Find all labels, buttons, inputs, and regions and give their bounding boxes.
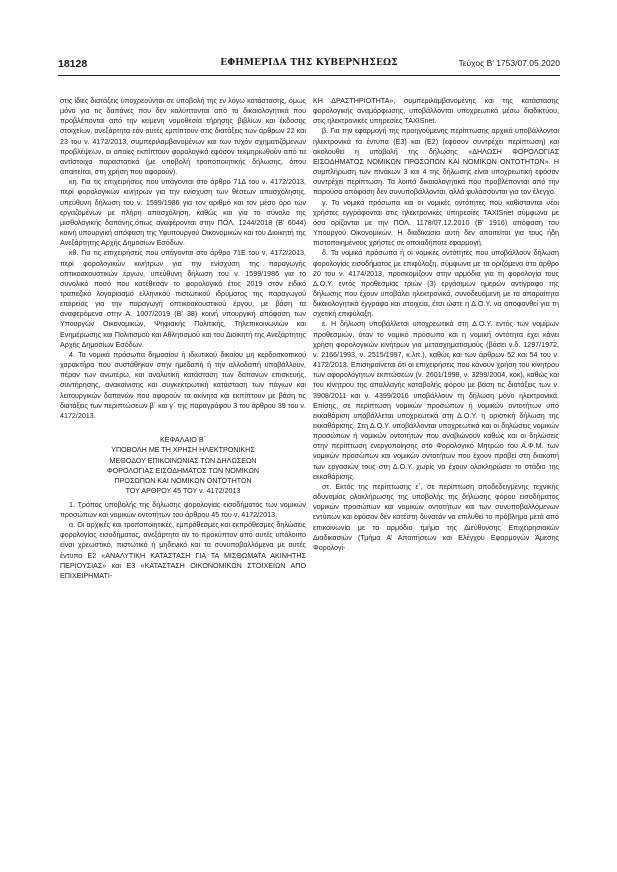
paragraph: 4. Τα νομικά πρόσωπα δημοσίου ή ιδιωτικού δικαίου μη κερδοσκοπικού χαρακτήρα που συστάθηκαν στην ημεδαπή ή την αλλοδαπή υποβάλλουν, πέραν των ανωτέρω, και αναλυτική κατάσταση των δαπανών επισκευής, συντήρησης, ανακαίνισης και συγκεκτρωτική κατάσταση των πάγιων και λειτουργικών δαπανών που αφορούν τα ακίνητα και εκπίπτουν με βάση τις διατάξεις των περιπτώσεων β΄ και γ΄ της παραγράφου 3 του άρθρου 39 του ν. 4172/2013. [60,350,306,420]
paragraph: ΚΗ ΔΡΑΣΤΗΡΙΟΤΗΤΑ», συμπεριλαμβανομένης και της κατάστασης φορολογικής αναμόρφωσης, υποβάλλονται υποχρεωτικά μέσω διαδικτύου, στις ηλεκτρονικές υπηρεσίες TAXISnet. [313,97,559,126]
paragraph: γ. Τα νομικά πρόσωπα και οι νομικές οντότητες που καθίστανται νέοι χρήστες εγγράφονται στις ηλεκτρονικές υπηρεσίες TAXISnet σύμφωνα με όσα ορίζονται με την ΠΟΛ. 1178/07.12.2010 (Β’ 1916) απόφαση του Υπουργού Οικονομικών. Η διαδικασία αυτή δεν απαιτείται για τους ήδη πιστοποιημένους χρήστες σε οποιαδήποτε εφαρμογή. [313,198,559,248]
right-column [313,96,559,553]
paragraph: κθ. Για τις επιχειρήσεις που υπάγονται στο άρθρο 71Ε του ν. 4172/2013, περί φορολογικών κινήτρων για την ενίσχυση της παραγωγής οπτικοακουστικών έργων, υπεύθυνη δήλωση του ν. 1599/1986 για το συνολικό ποσό που κατέθεσαν το φορολογικό έτος 2019 στον ειδικό τραπεζικό λογαριασμό ελληνικού πιστωτικού ιδρύματος της παραγωγού εταιρείας για την παραγωγή οπτικοακουστικού έργου, με βάση τα αναφερόμενα στην Α. 1007/2019 (Β’ 38) κοινή υπουργική απόφαση των Υπουργών Οικονομικών, Ψηφιακής Πολιτικής, Τηλεπικοινωνιών και Ενημέρωσης και Πολιτισμού και Αθλητισμού και του Διοικητή της Ανεξάρτητης Αρχής Δημοσίων Εσόδων. [60,249,306,349]
paragraph: στ. Εκτός της περίπτωσης ε΄, σε περίπτωση αποδεδειγμένης τεχνικής αδυναμίας ολοκλήρωσης της υποβολής της δήλωσης φόρου εισοδήματος νομικών προσώπων και νομικών οντοτήτων και των συνυποβαλλόμενων εντύπων και εφόσον δεν κατέστη δυνατόν να επιλυθεί το πρόβλημα μετά από επικοινωνία με το αρμόδιο τμήμα της Διεύθυνσης Επιχειρησιακών Διαδικασιών (Τμήμα Α’ Απαιτήσεων και Ελέγχου Εφαρμογών Άμεσης Φορολογί- [313,482,559,552]
paragraph: β. Για την εφαρμογή της προηγούμενης περίπτωσης αρχικά υποβάλλονται ηλεκτρονικά τα έντυπα (Ε3) και (Ε2) (εφόσον συντρέχει περίπτωση) και ακολουθεί η υποβολή της δήλωσης «ΔΗΛΩΣΗ ΦΟΡΟΛΟΓΙΑΣ ΕΙΣΟΔΗΜΑΤΟΣ ΝΟΜΙΚΩΝ ΠΡΟΣΩΠΩΝ ΚΑΙ ΝΟΜΙΚΩΝ ΟΝΤΟΤΗΤΩΝ». Η συμπλήρωση των πινάκων 3 και 4 της δήλωσης είναι υποχρεωτική εφόσον συντρέχει περίπτωση. Τα λοιπά δικαιολογητικά που προβλέπονται από την παρούσα απόφαση δεν συνυποβάλλονται, αλλά φυλάσσονται για τον έλεγχο. [313,127,559,197]
chapter-title-line: ΦΟΡΟΛΟΓΙΑΣ ΕΙΣΟΔΗΜΑΤΟΣ ΤΩΝ ΝΟΜΙΚΩΝ [106,466,260,475]
chapter-title-line: ΥΠΟΒΟΛΗ ΜΕ ΤΗ ΧΡΗΣΗ ΗΛΕΚΤΡΟΝΙΚΗΣ [111,446,255,455]
newspaper-title: ΕΦΗΜΕΡΙΔΑ ΤΗΣ ΚΥΒΕΡΝΗΣΕΩΣ [220,58,398,68]
chapter-number: ΚΕΦΑΛΑΙΟ Β΄ [160,436,206,444]
page-number: 18128 [58,58,88,70]
paragraph: κη. Για τις επιχειρήσεις που υπάγονται στο άρθρο 71Δ του ν. 4172/2013, περί φορολογικών κινήτρων για την ενίσχυση των θέσεων απασχόλησης, υπεύθυνη δήλωση του ν. 1599/1986 για τον αριθμό και τον μέσο όρο των εργαζομένων με πλήρη απασχόληση, καθώς και για το σύνολο της μισθολογικής δαπάνης,όπως αναφέρονται στην ΠΟΛ. 1244/2018 (Β’ 6044) κοινή υπουργική απόφαση της Υφυπουργού Οικονομικών και του Διοικητή της Ανεξάρτητης Αρχής Δημοσίων Εσόδων. [60,178,306,248]
paragraph: α. Οι αρχικές και τροποποιητικές, εμπρόθεσμες και εκπρόθεσμες δηλώσεις φορολογίας εισοδήματος, ανεξάρτητα αν το προκύπτον από αυτές υπόλοιπο είναι χρεωστικό, πιστωτικό ή μηδενικό και τα συνυποβαλλόμενα με αυτές έντυπα Ε2 «ΑΝΑΛΥΤΙΚΗ ΚΑΤΑΣΤΑΣΗ ΓΙΑ ΤΑ ΜΙΣΘΩΜΑΤΑ ΑΚΙΝΗΤΗΣ ΠΕΡΙΟΥΣΙΑΣ» και Ε3 «ΚΑΤΑΣΤΑΣΗ ΟΙΚΟΝΟΜΙΚΩΝ ΣΤΟΙΧΕΙΩΝ ΑΠΟ ΕΠΙΧΕΙΡΗΜΑΤΙ- [60,521,306,580]
paragraph: στις ίδιες διατάξεις υποχρεούνται σε υποβολή της εν λόγω κατάστασης, όμως μόνο για τις δαπάνες που δεν καλύπτονται από τα δικαιολογητικά που προβλέπονται από την κείμενη νομοθεσία τήρησης βιβλίων και έκδοσης στοιχείων, ανεξάρτητα εάν αυτές εμπίπτουν στις διατάξεις των άρθρων 22 και 23 του ν. 4172/2013, συμπεριλαμβανομένων και των τυχόν σχηματιζόμενων προβλέψεων, οι οποίες εκπίπτουν φορολογικά εφόσον τεκμηριωθούν από τα αντίστοιχα παραστατικά (με υποβολή τροποποιητικής δήλωσης, όπου απαιτείται, στη χρήση που αφορούν). [60,97,306,177]
chapter-title-line: ΤΟΥ ΑΡΘΡΟΥ 45 ΤΟΥ ν. 4172/2013 [125,487,241,496]
paragraph: ε. Η δήλωση υποβάλλεται υποχρεωτικά στη Δ.Ο.Υ. εντός των νομίμων προθεσμιών, όταν το νομικό πρόσωπο και η νομική οντότητα έχει κάνει χρήση φορολογικών κινήτρων για μετασχηματισμούς (βάσει ν.δ. 1297/1972, ν. 2166/1993, ν. 2515/1997, κ.λπ.), καθώς και των άρθρων 52 και 54 του ν. 4172/2013. Επισημαίνεται ότι οι επιχειρήσεις που κάνουν χρήση του κίνητρου των αφορολόγητων εκπτώσεων (ν. 2601/1998, ν. 3299/2004, κοκ), καθώς και του κίνητρου της απαλλαγής καταβολής φόρου με βάση τις διατάξεις των ν. 3908/2011 και ν. 4399/2016 υποβάλλουν τη δήλωση μόνο ηλεκτρονικά. Επίσης, σε περίπτωση νομικών προσώπων ή νομικών οντοτήτων υπό εκκαθάριση υποβάλλεται υποχρεωτικά στη Δ.Ο.Υ. η οριστική δήλωση της εκκαθάρισης. Στη Δ.Ο.Υ. υποβάλλονται υποχρεωτικά και οι δηλώσεις νομικών προσώπων ή νομικών οντοτήτων που αναβιώνουν καθώς και οι δηλώσεις στην περίπτωση ενεργοποίησης στο Φορολογικό Μητρώο του Α.Φ.Μ. των νομικών προσώπων και νομικών οντοτήτων που έχουν προβεί στη διακοπή των εργασιών τους στη Δ.Ο.Υ. χωρίς να έχουν ολοκληρώσει το στάδιο της εκκαθάρισης. [313,320,559,481]
header-rule [58,75,560,76]
left-column [60,96,306,581]
page-header [58,58,560,74]
paragraph: δ. Τα νομικά πρόσωπα ή οι νομικές οντότητες που υποβάλλουν δήλωση φορολογίας εισοδήματος με επιφύλαξη, σύμφωνα με τα οριζόμενα στο άρθρο 20 του ν. 4174/2013, προσκομίζουν στην αρμόδια για τη φορολογία τους Δ.Ο.Υ. εντός προθεσμίας τριών (3) εργάσιμων ημερών αντίγραφο της δήλωσης που έχουν υποβάλει ηλεκτρονικά, συνοδευόμενη με τα απαραίτητα δικαιολογητικά έγγραφα και στοιχεία, έτσι ώστε η Δ.Ο.Υ. να αποφανθεί για τη σχετική επιφύλαξη. [313,249,559,319]
chapter-title-line: ΠΡΟΣΩΠΩΝ ΚΑΙ ΝΟΜΙΚΩΝ ΟΝΤΟΤΗΤΩΝ [114,477,252,486]
issue-info: Τεύχος Β’ 1753/07.05.2020 [458,58,560,68]
chapter-heading [60,435,306,497]
chapter-title-line: ΜΕΘΟΔΟΥ ΕΠΙΚΟΙΝΩΝΙΑΣ ΤΩΝ ΔΗΛΩΣΕΩΝ [109,456,257,465]
paragraph: 1. Τρόπος υποβολής της δήλωσης φορολογίας εισοδήματος των νομικών προσώπων και νομικών οντοτήτων του άρθρου 45 του ν. 4172/2013. [60,500,306,519]
